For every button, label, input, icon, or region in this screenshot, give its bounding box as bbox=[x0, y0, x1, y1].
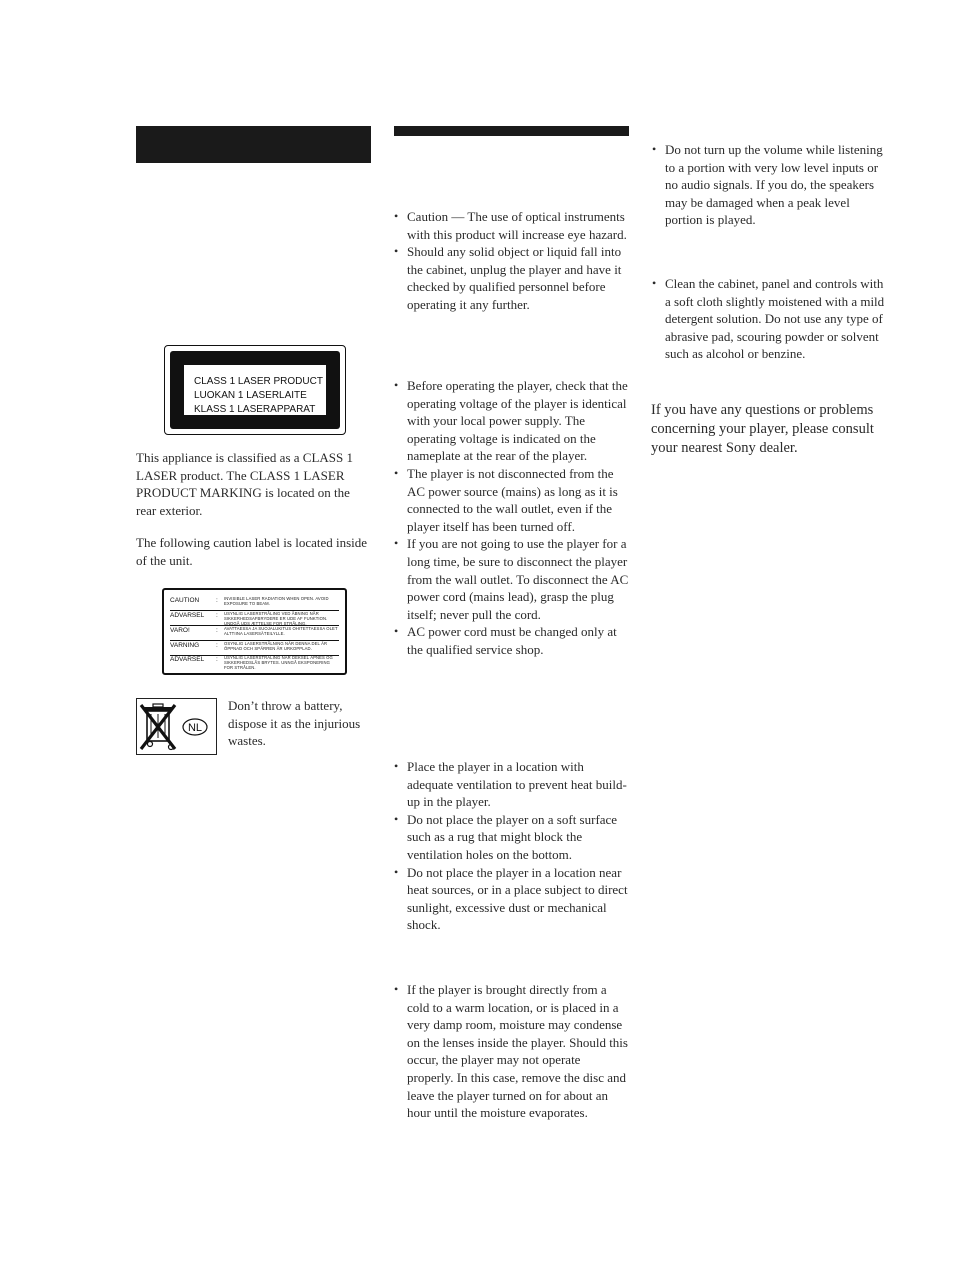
volume-list bbox=[652, 141, 888, 229]
caution-row: VARO! : AVATTAESSA JA SUOJALUKITUS OHITETTAESSA OLET ALTTIINA LASERSÄTEILYLLE. bbox=[170, 627, 339, 641]
safety-list bbox=[394, 208, 630, 314]
list-item: • If you are not going to use the player for a long time, be sure to disconnect the player from the wall outlet. To disconnect the AC power cord (mains lead), grasp the plug itself; never pull the cord. bbox=[394, 535, 630, 623]
list-item: • The player is not disconnected from the AC power source (mains) as long as it is connected to the wall outlet, even if the player itself has been turned off. bbox=[394, 465, 630, 535]
section-header-bar-left bbox=[136, 126, 371, 163]
list-item: • Do not turn up the volume while listening to a portion with very low level inputs or no audio signals. If you do, the speakers may be damaged when a peak level portion is played. bbox=[652, 141, 888, 229]
list-item: • Before operating the player, check that the operating voltage of the player is identical with your local power supply. The operating voltage is indicated on the nameplate at the rear of the player. bbox=[394, 377, 630, 465]
section-header-bar-middle bbox=[394, 126, 629, 136]
list-item: • Do not place the player on a soft surface such as a rug that might block the ventilation holes on the bottom. bbox=[394, 811, 630, 864]
list-item: • Should any solid object or liquid fall into the cabinet, unplug the player and have it checked by qualified personnel before operating it any further. bbox=[394, 243, 630, 313]
caution-row: CAUTION : INVISIBLE LASER RADIATION WHEN OPEN. AVOID EXPOSURE TO BEAM. bbox=[170, 597, 339, 611]
power-sources-list bbox=[394, 377, 630, 659]
battery-disposal-symbol bbox=[136, 698, 217, 755]
caution-label bbox=[162, 588, 347, 675]
list-item: • Caution — The use of optical instruments with this product will increase eye hazard. bbox=[394, 208, 630, 243]
caution-row: ADVARSEL : USYNLIG LASERSTRÅLING VED ÅBNING NÅR SIKKERHEDSAFBRYDERE ER UDE AF FUNKTION. UNDGÅ UDS ÆTTELSE FOR STRÅLING. bbox=[170, 612, 339, 626]
list-item: • Clean the cabinet, panel and controls with a soft cloth slightly moistened with a mild detergent solution. Do not use any type of abrasive pad, scouring powder or solvent such as alcohol or benzine. bbox=[652, 275, 888, 363]
list-item: • Place the player in a location with adequate ventilation to prevent heat build-up in the player. bbox=[394, 758, 630, 811]
laser-label-line: CLASS 1 LASER PRODUCT bbox=[194, 376, 323, 387]
list-item: • If the player is brought directly from a cold to a warm location, or is placed in a very damp room, moisture may condense on the lenses inside the player. Should this occur, the player may not operate properly. In this case, remove the disc and leave the player turned on for about an hour until the moisture evaporates. bbox=[394, 981, 630, 1122]
battery-disposal-text: Don’t throw a battery, dispose it as the injurious wastes. bbox=[228, 698, 361, 749]
list-item: • Do not place the player in a location near heat sources, or in a place subject to direct sunlight, excessive dust or mechanical shock. bbox=[394, 864, 630, 934]
caution-row: VARNING : OSYNLIG LASERSTRÅLNING NÄR DENNA DEL ÄR ÖPPNAD OCH SPÄRREN ÄR URKOPPLAD. bbox=[170, 642, 339, 656]
cleaning-list bbox=[652, 275, 888, 363]
placement-list bbox=[394, 758, 630, 934]
moisture-list bbox=[394, 981, 630, 1122]
crossed-bin-icon bbox=[137, 699, 216, 754]
nl-badge: NL bbox=[187, 722, 203, 734]
caution-row: ADVARSEL : USYNLIG LASERSTRÅLING NÅR DEKSEL ÅPNES OG SIKKERHEDSLÅS BRYTES. UNNGÅ EKSPONERING FOR STRÅLEN. bbox=[170, 655, 333, 670]
list-item: • AC power cord must be changed only at the qualified service shop. bbox=[394, 623, 630, 658]
laser-label-line: LUOKAN 1 LASERLAITE bbox=[194, 390, 307, 401]
class-1-description: This appliance is classified as a CLASS 1 LASER product. The CLASS 1 LASER PRODUCT MARKING is located on the rear exterior. bbox=[136, 450, 353, 518]
laser-label-line: KLASS 1 LASERAPPARAT bbox=[194, 404, 316, 415]
closing-note: If you have any questions or problems concerning your player, please consult your nearest Sony dealer. bbox=[651, 402, 874, 456]
laser-product-label bbox=[164, 345, 346, 435]
caution-label-location-text: The following caution label is located inside of the unit. bbox=[136, 535, 368, 568]
